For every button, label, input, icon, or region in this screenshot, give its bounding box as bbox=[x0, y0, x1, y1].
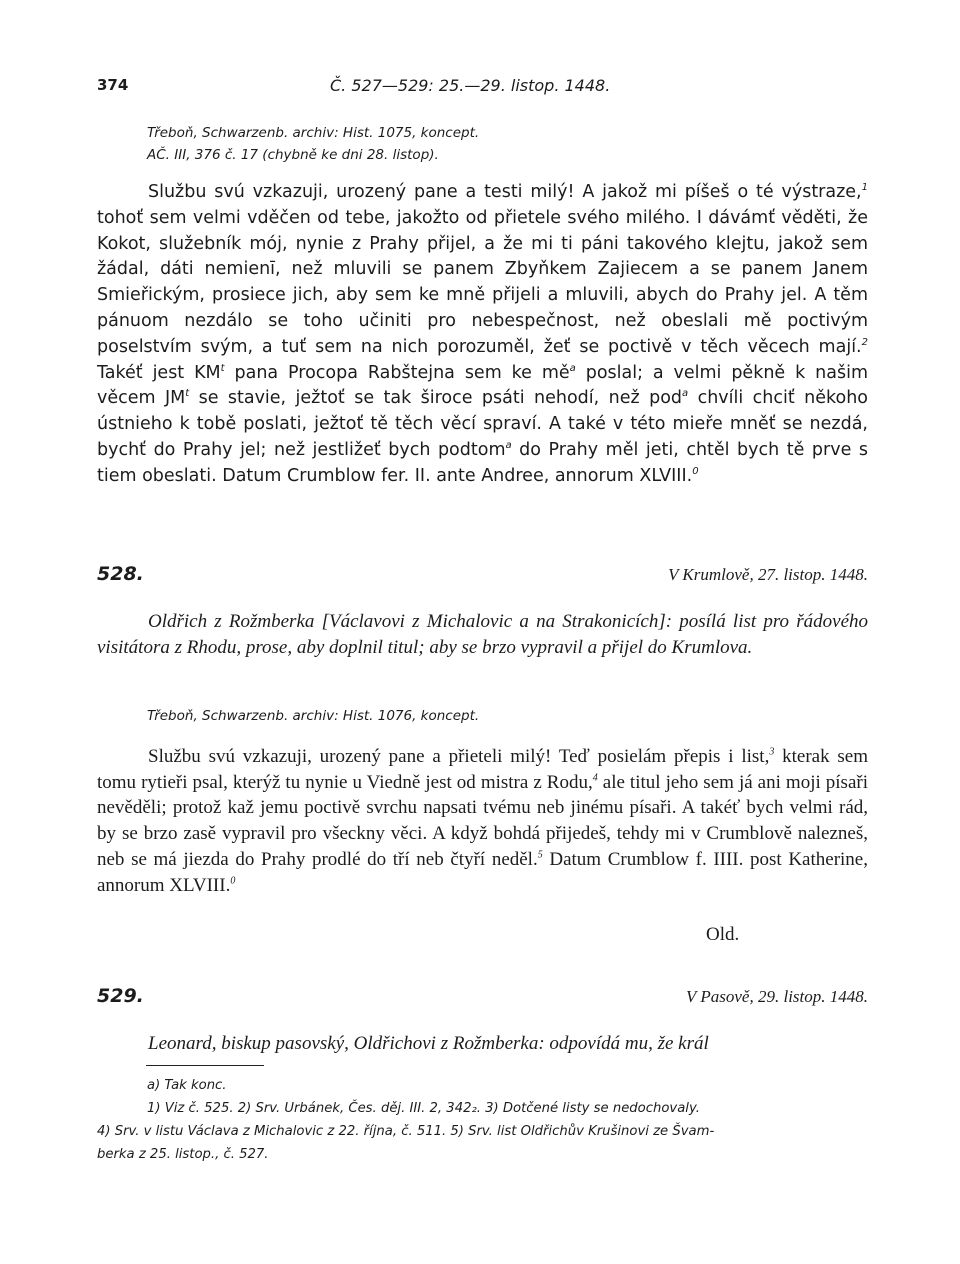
footnote-rule bbox=[146, 1065, 264, 1066]
text-run: kterak sem tomu rytieři psal, kterýž tu nynie u Viedně jest od mistra z Rodu, bbox=[97, 746, 869, 793]
regest-529 bbox=[97, 1031, 868, 1057]
text-run: tohoť sem velmi vděčen od tebe, jakožto od přietele svého milého. I dávámť věděti, že Kokot, služebník mój, nynie z Prahy přijel, a že mi ti páni takového klejtu, jakož sem žádal, dáti nemienī, než mluvili se panem Zbyňkem Zajiecem a se panem Janem Smieřickým, prosiece jich, aby sem ke mně přijeli a mluvili, abych do Prahy jel. A těm pánuom nezdálo se toho učiniti pro nebespečnost, než obeslali mě poctivým poselstvím svým, a tuť sem na nich porozuměl, žeť se poctivě v těch věcech mají. bbox=[97, 207, 868, 357]
footnote-ref: 5 bbox=[537, 849, 543, 861]
footnote-ref: a bbox=[569, 362, 576, 374]
letter-text-528 bbox=[97, 744, 868, 898]
place-date-529: V Pasově, 29. listop. 1448. bbox=[686, 987, 868, 1006]
footnote-line: a) Tak konc. bbox=[147, 1078, 227, 1093]
text-run: ale titul jeho sem já ani moji písaři nevěděli; protož kaž jemu poctivě svrchu napsati tvému neb jinému písaři. A takéť bych velmi rád, by se brzo zasě vypravil pro všeckny věci. A když bohdá přijedeš, tehdy mi v Crumblově nalezneš, neb se má jiezda do Prahy prodlé do tří neb čtyří neděl. bbox=[97, 771, 868, 870]
regest-text: Leonard, biskup pasovský, Oldřichovi z Rožmberka: odpovídá mu, že král bbox=[148, 1033, 709, 1054]
footnote-ref: 3 bbox=[769, 746, 775, 758]
document-number-528: 528. bbox=[97, 563, 144, 585]
source-line: AČ. III, 376 č. 17 (chybně ke dni 28. listop). bbox=[147, 147, 439, 163]
footnote-line: berka z 25. listop., č. 527. bbox=[97, 1147, 269, 1162]
text-run: Takéť jest KM bbox=[97, 362, 221, 383]
regest-528 bbox=[97, 609, 868, 661]
text-run: poslal; a velmi pěkně k našim věcem JM bbox=[97, 362, 868, 409]
running-title: Č. 527—529: 25.—29. listop. 1448. bbox=[330, 76, 611, 95]
text-run: chvíli chciť někoho ústnieho k tobě poslati, ježtoť tě těch věcí spraví. A také v této mieře mněť se nezdá, bychť do Prahy jel; než jestližeť bych podtom bbox=[97, 388, 868, 460]
regest-text: Oldřich z Rožmberka [Václavovi z Michalovic a na Strakonicích]: posílá list pro řádového visitátora z Rhodu, prose, aby doplnil titul; aby se brzo vypravil a přijel do Krumlova. bbox=[97, 611, 868, 658]
place-date-528: V Krumlově, 27. listop. 1448. bbox=[668, 565, 868, 584]
footnotes bbox=[97, 1074, 869, 1166]
footnote-ref: 2 bbox=[861, 336, 868, 348]
superscript: 0 bbox=[230, 875, 236, 887]
text-run: Službu svú vzkazuji, urozený pane a přieteli milý! Teď posielám přepis i list, bbox=[148, 746, 770, 767]
footnote-line: 1) Viz č. 525. 2) Srv. Urbánek, Čes. děj. III. 2, 342₂. 3) Dotčené listy se nedochovaly. bbox=[147, 1101, 700, 1116]
text-run: do Prahy měl jeti, chtěl bych tě prve s tiem obeslati. Datum Crumblow fer. II. ante Andree, annorum XLVIII. bbox=[97, 439, 869, 486]
text-run: Datum Crumblow f. IIII. post Katherine, annorum XLVIII. bbox=[97, 848, 868, 896]
superscript: t bbox=[185, 388, 190, 400]
signature: Old. bbox=[706, 924, 740, 945]
source-line: Třeboň, Schwarzenb. archiv: Hist. 1075, koncept. bbox=[147, 125, 480, 141]
superscript: 0 bbox=[692, 465, 699, 477]
source-note-527 bbox=[147, 122, 479, 166]
text-run: pana Procopa Rabštejna sem ke mě bbox=[224, 362, 570, 383]
footnote-ref: a bbox=[505, 440, 512, 452]
footnote-ref: 1 bbox=[861, 182, 868, 194]
footnote-ref: a bbox=[682, 388, 689, 400]
page-header bbox=[97, 76, 867, 100]
footnote-line: 4) Srv. v listu Václava z Michalovic z 22. října, č. 511. 5) Srv. list Oldřichův Krušinovi ze Švam- bbox=[97, 1124, 715, 1139]
page-number: 374 bbox=[97, 76, 129, 94]
footnote-ref: 4 bbox=[592, 772, 598, 784]
text-run: Službu svú vzkazuji, urozený pane a testi milý! A jakož mi píšeš o té výstraze, bbox=[148, 182, 862, 202]
document-number-529: 529. bbox=[97, 985, 144, 1007]
letter-text-527 bbox=[97, 180, 868, 490]
superscript: t bbox=[220, 362, 225, 374]
text-run: se stavie, ježtoť se tak široce psáti nehodí, než pod bbox=[189, 388, 683, 409]
source-note-528: Třeboň, Schwarzenb. archiv: Hist. 1076, koncept. bbox=[147, 708, 480, 724]
